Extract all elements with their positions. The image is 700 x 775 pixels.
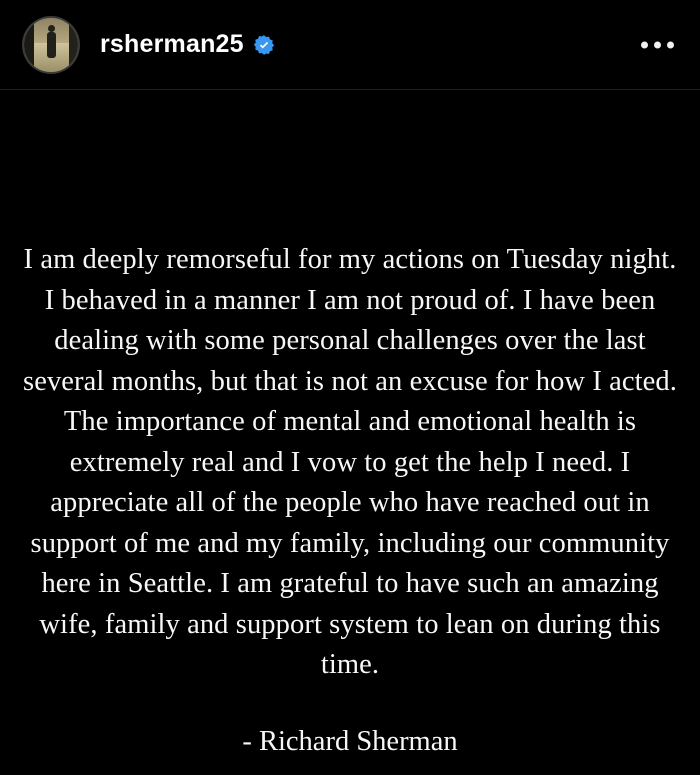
post-header [0, 0, 700, 90]
avatar-image-right-shade [69, 18, 78, 72]
statement-text: I am deeply remorseful for my actions on Tuesday night. I behaved in a manner I am not proud of. I have been dealing with some personal challenges over the last several months, but that is not an excuse for how I acted. The importance of mental and emotional health is extremely real and I vow to get the help I need. I appreciate all of the people who have reached out in support of me and my family, including our community here in Seattle. I am grateful to have such an amazing wife, family and support system to lean on during this time. [23, 244, 677, 680]
username-group[interactable] [100, 30, 275, 59]
avatar-image [24, 18, 78, 72]
more-options-dot-2 [654, 41, 661, 48]
avatar[interactable] [22, 16, 80, 74]
post-body [0, 90, 700, 775]
more-options-dot-1 [641, 41, 648, 48]
more-options-icon[interactable] [641, 41, 674, 48]
signature-text: - Richard Sherman [242, 725, 458, 757]
avatar-image-figure [47, 32, 56, 58]
verified-badge-icon [253, 34, 275, 56]
username-label[interactable]: rsherman25 [100, 30, 244, 58]
more-options-dot-3 [667, 41, 674, 48]
avatar-image-left-shade [24, 18, 34, 72]
